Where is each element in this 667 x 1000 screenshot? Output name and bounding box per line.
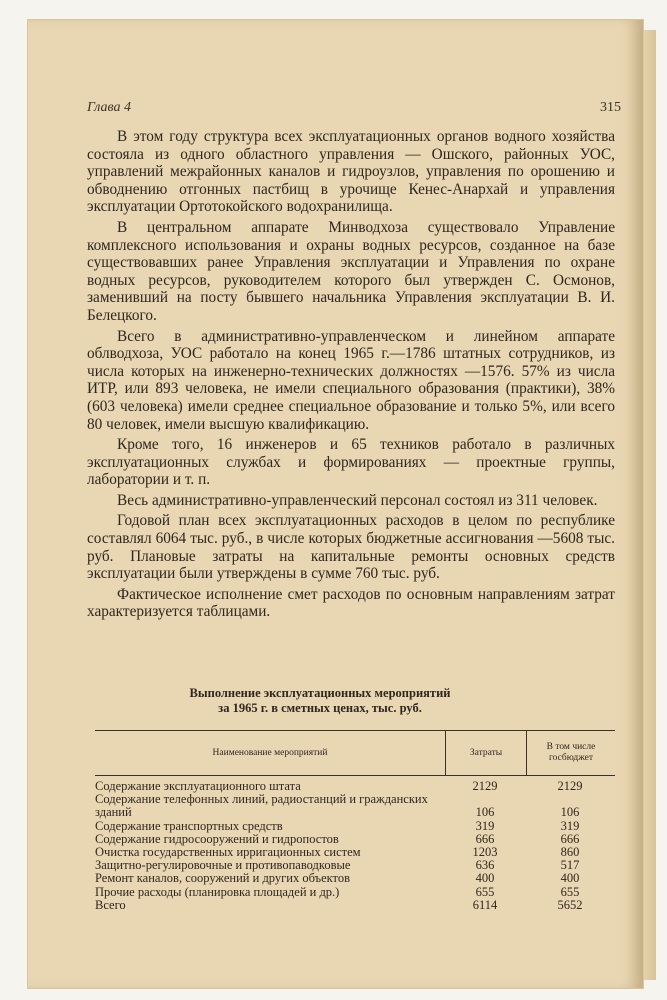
cell-name: Очистка государственных ирригационных систем [95, 845, 361, 860]
table-caption-line: Выполнение эксплуатационных мероприятий [189, 686, 451, 700]
cell-name: Всего [95, 897, 126, 912]
cell-cost: 1203 [472, 845, 498, 860]
cell-name: Содержание эксплуатационного штата [95, 779, 301, 793]
cell-budget: 2129 [557, 779, 583, 793]
paragraph: Кроме того, 16 инженеров и 65 техников работало в различных эксплуатационных службах и формированиях — проектные группы, лаборатории и т. п. [87, 436, 615, 489]
cell-name: Защитно-регулировочные и противопаводковые [95, 858, 351, 873]
table-caption-line: за 1965 г. в сметных ценах, тыс. руб. [218, 701, 422, 715]
cell-cost: 655 [475, 884, 495, 899]
column-header-name: Наименование мероприятий [95, 731, 446, 775]
cell-budget: 319 [560, 818, 580, 833]
cell-name: Содержание гидросооружений и гидропостов [95, 831, 339, 846]
table-row [95, 820, 615, 833]
cell-budget: 860 [560, 845, 580, 860]
cell-cost: 666 [475, 831, 495, 846]
table-body [95, 776, 615, 912]
cell-cost: 319 [475, 818, 495, 833]
cell-budget: 5652 [557, 897, 583, 912]
column-header-cost: Затраты [446, 731, 527, 775]
cell-budget: 517 [560, 858, 580, 873]
cell-name: Ремонт каналов, сооружений и других объектов [95, 871, 350, 886]
expense-table [95, 730, 615, 912]
cell-cost: 106 [475, 805, 495, 820]
table-row [95, 886, 615, 899]
chapter-title: Глава 4 [87, 100, 131, 115]
cell-cost: 2129 [472, 779, 498, 793]
page-number: 315 [600, 100, 621, 115]
table-row [95, 872, 615, 885]
cell-cost: 400 [475, 871, 495, 886]
paragraph: Фактическое исполнение смет расходов по основным направлениям затрат характеризуется таблицами. [87, 585, 615, 621]
paragraph: Всего в административно-управленческом и линейном аппарате облводхоза, УОС работало на конец 1965 г.—1786 штатных сотрудников, из числа которых на инженерно-технических должностях —1576. 57% из числа ИТР, или 893 человека, не имели специального образования (практики), 38% (603 человека) имели среднее специальное образование и только 5%, или всего 80 человек, имели высшую квалификацию. [87, 327, 615, 433]
table-row-total [95, 899, 615, 912]
cell-budget: 655 [560, 884, 580, 899]
paragraph: Весь административно-управленческий персонал состоял из 311 человек. [117, 491, 598, 509]
cell-name: Содержание транспортных средств [95, 818, 283, 833]
table-header [95, 730, 615, 776]
cell-name: Содержание телефонных линий, радиостанций и гражданских зданий [95, 792, 428, 820]
cell-budget: 666 [560, 831, 580, 846]
cell-budget: 400 [560, 871, 580, 886]
cell-cost: 6114 [472, 897, 498, 912]
table-caption [120, 686, 520, 716]
cell-name: Прочие расходы (планировка площадей и др.) [95, 884, 340, 899]
cell-budget: 106 [560, 805, 580, 820]
body-text [87, 128, 615, 624]
column-header-budget: В том числе госбюджет [546, 742, 596, 763]
paragraph: В центральном аппарате Минводхоза существовало Управление комплексного использования и охраны водных ресурсов, созданное на базе существовавших ранее Управления эксплуатации и Управления по охране водных ресурсов, руководителем которого был утвержден С. Осмонов, заменивший на посту бывшего начальника Управления эксплуатации В. И. Белецкого. [87, 218, 615, 324]
paragraph: Годовой план всех эксплуатационных расходов в целом по республике составлял 6064 тыс. руб., в числе которых бюджетные ассигнования —5608 тыс. руб. Плановые затраты на капитальные ремонты основных средств эксплуатации были утверждены в сумме 760 тыс. руб. [87, 512, 615, 583]
paragraph: В этом году структура всех эксплуатационных органов водного хозяйства состояла из одного областного управления — Ошского, районных УОС, управлений межрайонных каналов и гидроузлов, управления по орошению и обводнению отгонных пастбищ в урочище Кенес-Анархай и управления эксплуатации Ортотокойского водохранилища. [87, 128, 615, 216]
table-row [95, 793, 615, 819]
cell-cost: 636 [475, 858, 495, 873]
